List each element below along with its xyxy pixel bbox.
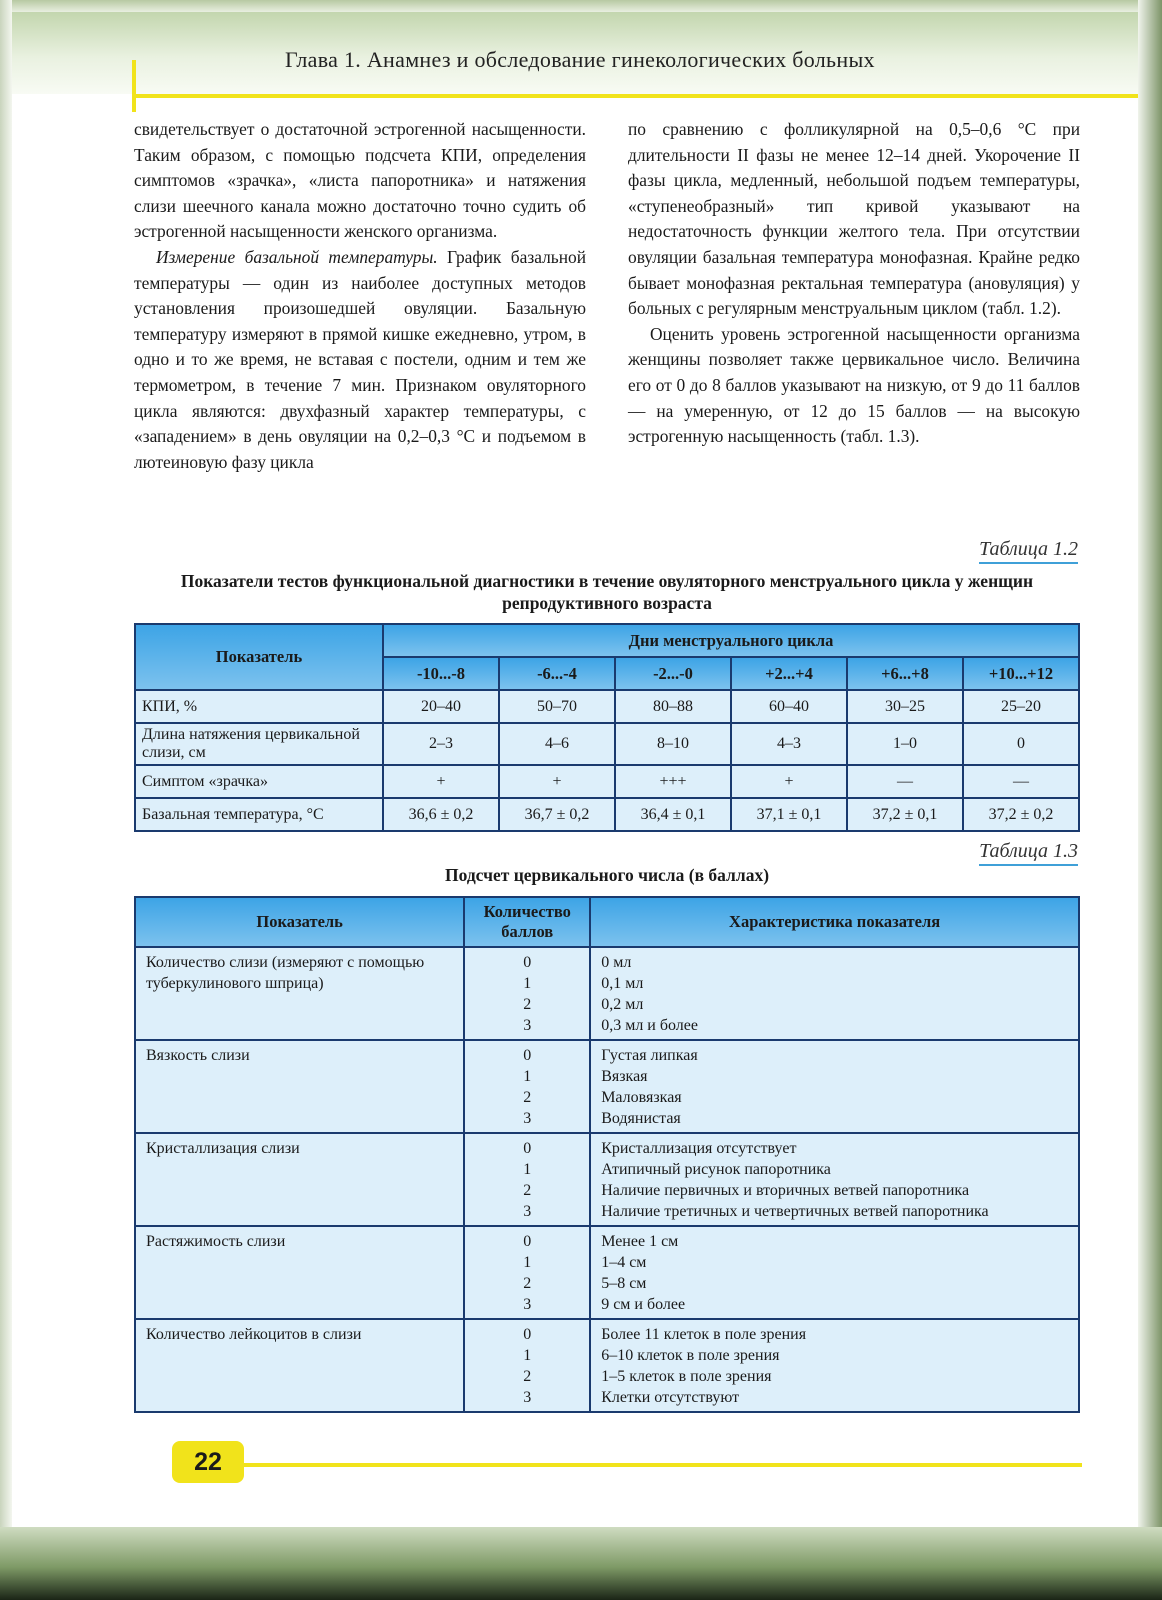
table-row — [135, 1319, 1079, 1412]
table-cell: 80–88 — [615, 690, 731, 723]
characteristic: Вязкая — [601, 1068, 648, 1085]
score-value: 0 — [523, 1140, 532, 1157]
table-cell: 4–3 — [731, 723, 847, 765]
score-value: 3 — [523, 1296, 532, 1313]
page-top-edge — [0, 0, 1162, 12]
table-row — [135, 765, 1079, 798]
footer-band — [0, 1527, 1162, 1600]
score-value: 3 — [523, 1110, 532, 1127]
column-header: +6...+8 — [847, 657, 963, 690]
score-cell — [464, 1319, 590, 1412]
row-label: Симптом «зрачка» — [135, 765, 383, 798]
characteristic: Густая липкая — [601, 1047, 698, 1064]
score-value: 2 — [523, 996, 532, 1013]
cervical-index-table — [134, 896, 1080, 1413]
table-cell: — — [963, 765, 1079, 798]
table-cell: 37,1 ± 0,1 — [731, 798, 847, 831]
score-value: 0 — [523, 1326, 532, 1343]
column-header: Количество баллов — [464, 897, 590, 947]
characteristic: 6–10 клеток в поле зрения — [601, 1347, 780, 1364]
characteristic: Менее 1 см — [601, 1233, 679, 1250]
paragraph: по сравнению с фолликулярной на 0,5–0,6 °С при длительности II фазы не менее 12–14 дней. Укорочение II фазы цикла, медленный, небольшой подъем температуры, «ступенеобразный» тип кривой указывают на недостаточность функции желтого тела. При отсутствии овуляции базальная температура монофазная. Крайне редко бывает монофазная ректальная температура (ановуляция) у больных с регулярным менструальным циклом (табл. 1.2). — [628, 119, 1080, 319]
characteristic: 5–8 см — [601, 1275, 647, 1292]
table-row — [135, 723, 1079, 765]
table-caption: Показатели тестов функциональной диагностики в течение овуляторного менструального цикла у женщин репродуктивного возраста — [180, 571, 1034, 613]
table-row — [135, 1226, 1079, 1319]
characteristic: Атипичный рисунок папоротника — [601, 1161, 831, 1178]
table-row — [135, 947, 1079, 1040]
characteristic-cell — [590, 1226, 1079, 1319]
table-cell: 4–6 — [499, 723, 615, 765]
characteristic: 0,2 мл — [601, 996, 644, 1013]
score-value: 0 — [523, 954, 532, 971]
table-cell: + — [383, 765, 499, 798]
table-cell: 25–20 — [963, 690, 1079, 723]
characteristic: 1–4 см — [601, 1254, 647, 1271]
header-accent-bar — [132, 60, 136, 112]
table-row — [135, 798, 1079, 831]
column-header: -2...-0 — [615, 657, 731, 690]
characteristic: Клетки отсутствуют — [601, 1389, 740, 1406]
text-column-left — [134, 117, 586, 475]
characteristic: Кристаллизация отсутствует — [601, 1140, 797, 1157]
header-rule — [132, 94, 1138, 98]
score-value: 3 — [523, 1389, 532, 1406]
characteristic: Более 11 клеток в поле зрения — [601, 1326, 807, 1343]
table-cell: +++ — [615, 765, 731, 798]
characteristic: 0 мл — [601, 954, 632, 971]
table-cell: + — [499, 765, 615, 798]
row-label: Количество слизи (измеряют с помощью туберкулинового шприца) — [135, 947, 464, 1040]
table-label: Таблица 1.3 — [979, 840, 1078, 866]
score-cell — [464, 1133, 590, 1226]
score-value: 1 — [523, 1161, 532, 1178]
characteristic-cell — [590, 1040, 1079, 1133]
table-row — [135, 1040, 1079, 1133]
row-label: Растяжимость слизи — [135, 1226, 464, 1319]
score-value: 1 — [523, 1254, 532, 1271]
table-cell: 1–0 — [847, 723, 963, 765]
table-cell: — — [847, 765, 963, 798]
score-value: 1 — [523, 1347, 532, 1364]
chapter-title: Глава 1. Анамнез и обследование гинекологических больных — [285, 47, 875, 72]
row-label: Длина натяжения цервикальной слизи, см — [135, 723, 383, 765]
paragraph: свидетельствует о достаточной эстрогенной насыщенности. Таким образом, с помощью подсчета КПИ, определения симптомов «зрачка», «листа папоротника» и натяжения слизи шеечного канала можно достаточно точно судить об эстрогенной насыщенности женского организма. — [134, 119, 586, 242]
column-header: -6...-4 — [499, 657, 615, 690]
score-value: 2 — [523, 1182, 532, 1199]
row-label: Вязкость слизи — [135, 1040, 464, 1133]
table-cell: 37,2 ± 0,1 — [847, 798, 963, 831]
characteristic: Наличие первичных и вторичных ветвей папоротника — [601, 1182, 970, 1199]
characteristic-cell — [590, 1319, 1079, 1412]
characteristic-cell — [590, 1133, 1079, 1226]
table-cell: 37,2 ± 0,2 — [963, 798, 1079, 831]
characteristic: 9 см и более — [601, 1296, 686, 1313]
score-cell — [464, 1040, 590, 1133]
right-page-edge — [1138, 0, 1162, 1600]
column-header: Показатель — [135, 897, 464, 947]
column-header: Показатель — [135, 624, 383, 690]
table-cell: 30–25 — [847, 690, 963, 723]
paragraph-heading: Измерение базальной температуры. — [156, 246, 438, 267]
score-value: 0 — [523, 1047, 532, 1064]
table-cell: 0 — [963, 723, 1079, 765]
column-header: +2...+4 — [731, 657, 847, 690]
page-number: 22 — [172, 1441, 244, 1483]
row-label: Кристаллизация слизи — [135, 1133, 464, 1226]
score-value: 2 — [523, 1089, 532, 1106]
table-cell: 36,7 ± 0,2 — [499, 798, 615, 831]
left-page-edge — [0, 0, 12, 1600]
table-cell: 36,6 ± 0,2 — [383, 798, 499, 831]
score-value: 3 — [523, 1203, 532, 1220]
characteristic: 0,1 мл — [601, 975, 644, 992]
row-label: Базальная температура, °С — [135, 798, 383, 831]
score-value: 0 — [523, 1233, 532, 1250]
table-caption: Подсчет цервикального числа (в баллах) — [444, 865, 770, 885]
characteristic: 0,3 мл и более — [601, 1017, 698, 1034]
table-cell: + — [731, 765, 847, 798]
table-row — [135, 1133, 1079, 1226]
table-cell: 60–40 — [731, 690, 847, 723]
row-label: Количество лейкоцитов в слизи — [135, 1319, 464, 1412]
footer-rule — [178, 1463, 1082, 1467]
column-header: -10...-8 — [383, 657, 499, 690]
table-cell: 8–10 — [615, 723, 731, 765]
score-value: 3 — [523, 1017, 532, 1034]
table-cell: 50–70 — [499, 690, 615, 723]
paragraph: Оценить уровень эстрогенной насыщенности организма женщины позволяет также цервикальное число. Величина его от 0 до 8 баллов указывают на низкую, от 9 до 11 баллов — на умеренную, от 12 до 15 баллов — на высокую эстрогенную насыщенность (табл. 1.3). — [628, 323, 1080, 447]
column-header: +10...+12 — [963, 657, 1079, 690]
column-header: Характеристика показателя — [590, 897, 1079, 947]
table-cell: 20–40 — [383, 690, 499, 723]
characteristic: Водянистая — [601, 1110, 681, 1127]
paragraph-basal-temperature — [134, 245, 586, 475]
score-value: 2 — [523, 1275, 532, 1292]
score-value: 1 — [523, 1068, 532, 1085]
table-row — [135, 690, 1079, 723]
table-cell: 36,4 ± 0,1 — [615, 798, 731, 831]
paragraph-text: График базальной температуры — один из наиболее доступных методов установления произошедшей овуляции. Базальную температуру измеряют в прямой кишке ежедневно, утром, в одно и то же время, не вставая с постели, одним и тем же термометром, в течение 7 мин. Признаком овуляторного цикла являются: двухфазный характер температуры, с «западением» в день овуляции на 0,2–0,3 °С и подъемом в лютеиновую фазу цикла — [134, 246, 586, 472]
characteristic: 1–5 клеток в поле зрения — [601, 1368, 772, 1385]
score-cell — [464, 947, 590, 1040]
table-label: Таблица 1.2 — [979, 538, 1078, 564]
score-value: 2 — [523, 1368, 532, 1385]
score-cell — [464, 1226, 590, 1319]
functional-tests-table — [134, 623, 1080, 832]
table-cell: 2–3 — [383, 723, 499, 765]
score-value: 1 — [523, 975, 532, 992]
characteristic-cell — [590, 947, 1079, 1040]
characteristic: Маловязкая — [601, 1089, 682, 1106]
text-column-right — [628, 117, 1080, 450]
row-label: КПИ, % — [135, 690, 383, 723]
characteristic: Наличие третичных и четвертичных ветвей папоротника — [601, 1203, 989, 1220]
column-header: Дни менструального цикла — [383, 624, 1079, 657]
